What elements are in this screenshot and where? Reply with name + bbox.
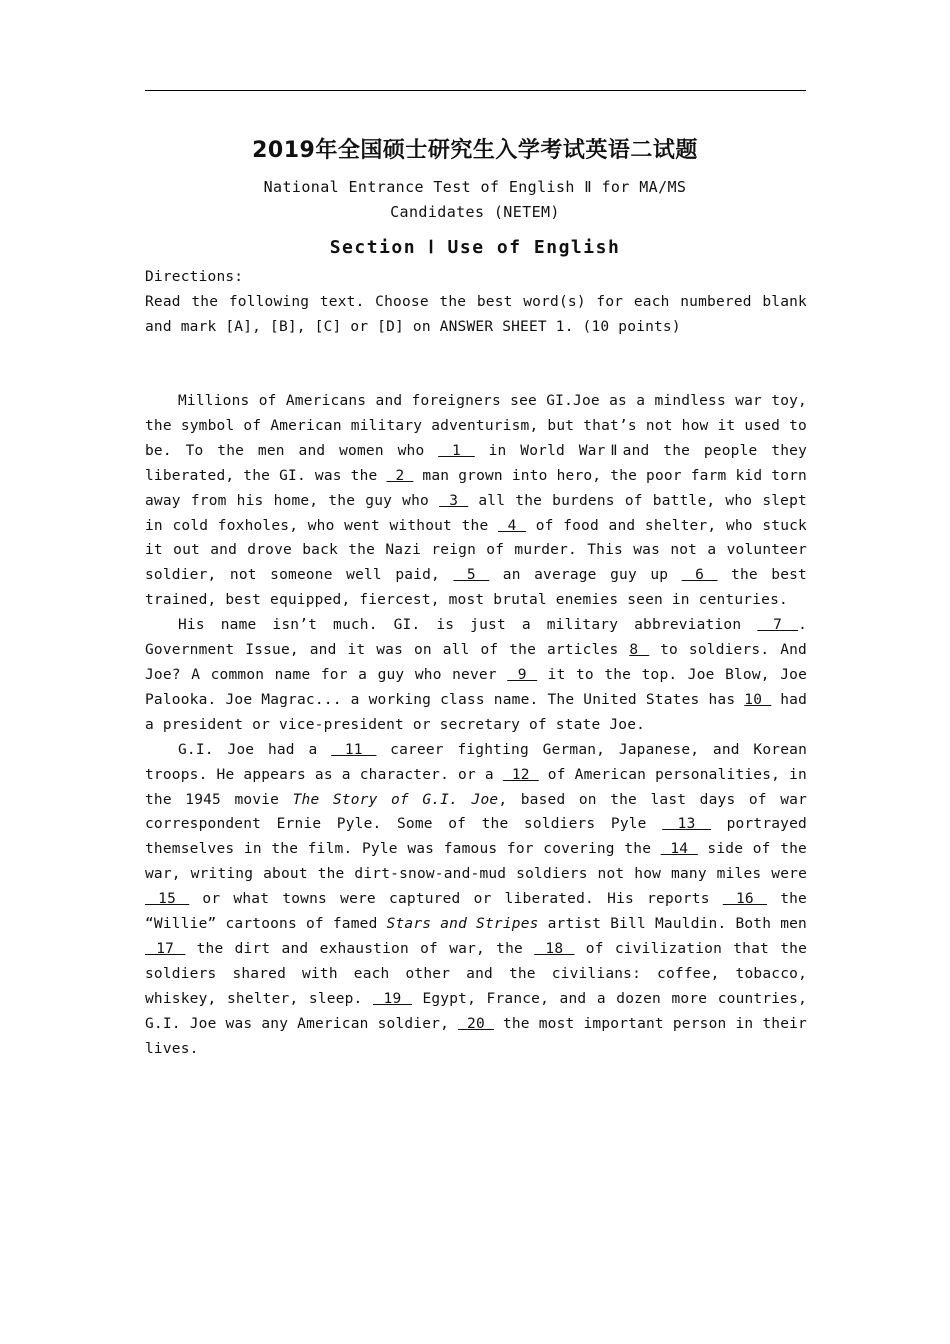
exam-subtitle-line1: National Entrance Test of English Ⅱ for MA/MS (263, 178, 687, 196)
passage-text: His name isn’t much. GI. is just a military abbreviation (178, 617, 758, 634)
passage-text: the “Willie” cartoons of famed (145, 891, 807, 933)
passage-text: Egypt, France, and a dozen more countries, G.I. Joe was any American soldier, (145, 990, 808, 1032)
blank-2: 2 (386, 467, 414, 484)
passage-text: the best trained, best equipped, fiercest, most brutal enemies seen in centuries. (145, 567, 807, 609)
passage-text: of American personalities, in the 1945 movie (145, 766, 807, 808)
passage-text: it to the top. Joe Blow, Joe Palooka. Joe Magrac... a working class name. The United States has (145, 666, 807, 708)
passage-text: all the burdens of battle, who slept in cold foxholes, who went without the (145, 492, 807, 534)
header-rule (145, 90, 806, 91)
blank-5: 5 (453, 567, 490, 584)
passage-text: of civilization that the soldiers shared with each other and the civilians: coffee, tobacco, whiskey, shelter, sleep. (145, 940, 807, 1007)
blank-18: 18 (534, 940, 575, 957)
passage-text: the dirt and exhaustion of war, the (185, 940, 535, 957)
passage (145, 389, 807, 1061)
blank-6: 6 (681, 567, 718, 584)
passage-paragraph-2 (145, 613, 807, 738)
passage-text: career fighting German, Japanese, and Korean troops. He appears as a character. or a (145, 741, 807, 783)
blank-14: 14 (660, 841, 698, 858)
blank-17: 17 (145, 940, 186, 957)
exam-subtitle-line2: Candidates (NETEM) (390, 203, 560, 221)
passage-text: man grown into hero, the poor farm kid torn away from his home, the guy who (145, 467, 807, 509)
page-title: 2019年全国硕士研究生入学考试英语二试题 (252, 138, 698, 163)
directions-label: Directions: (145, 269, 244, 285)
blank-19: 19 (373, 990, 412, 1007)
passage-text: or what towns were captured or liberated. His reports (189, 891, 723, 908)
blank-12: 12 (502, 766, 539, 783)
blank-11: 11 (331, 741, 377, 758)
passage-text: in World WarⅡand the people they liberated, the GI. was the (145, 442, 807, 484)
blank-1: 1 (438, 442, 475, 459)
passage-text: portrayed themselves in the film. Pyle was famous for covering the (145, 816, 807, 858)
movie-title: The Story of G.I. Joe (292, 791, 499, 808)
blank-20: 20 (458, 1015, 494, 1032)
blank-7: 7 (757, 617, 799, 634)
blank-15: 15 (145, 891, 190, 908)
passage-text: artist Bill Mauldin. Both men (538, 916, 807, 933)
blank-8: 8 (629, 642, 650, 659)
blank-16: 16 (722, 891, 768, 908)
passage-text: an average guy up (489, 567, 682, 584)
passage-text: of food and shelter, who stuck it out and drove back the Nazi reign of murder. This was not a volunteer soldier, not someone well paid, (145, 517, 807, 584)
blank-9: 9 (507, 666, 538, 683)
directions-text: Read the following text. Choose the best word(s) for each numbered blank and mark [A], [B], [C] or [D] on ANSWER SHEET 1. (10 points) (145, 294, 807, 335)
passage-text: the most important person in their lives. (145, 1015, 807, 1057)
section-heading: Section Ⅰ Use of English (329, 237, 621, 258)
passage-text: , based on the last days of war correspondent Ernie Pyle. Some of the soldiers Pyle (145, 791, 807, 833)
blank-4: 4 (497, 517, 527, 534)
passage-paragraph-1 (145, 389, 807, 613)
passage-text: G.I. Joe had a (178, 741, 332, 758)
passage-text: to soldiers. And Joe? A common name for a guy who never (145, 642, 807, 683)
blank-3: 3 (439, 492, 469, 509)
blank-13: 13 (662, 816, 712, 833)
publication-title: Stars and Stripes (386, 916, 539, 933)
passage-text: side of the war, writing about the dirt-snow-and-mud soldiers not how many miles were (145, 841, 807, 883)
passage-text: . Government Issue, and it was on all of the articles (145, 617, 807, 659)
passage-text: Millions of Americans and foreigners see GI.Joe as a mindless war toy, the symbol of American military adventurism, but that’s not how it used to be. To the men and women who (145, 393, 807, 459)
passage-text: had a president or vice-president or secretary of state Joe. (145, 691, 807, 733)
blank-10: 10 (744, 691, 772, 708)
passage-paragraph-3 (145, 738, 807, 1062)
